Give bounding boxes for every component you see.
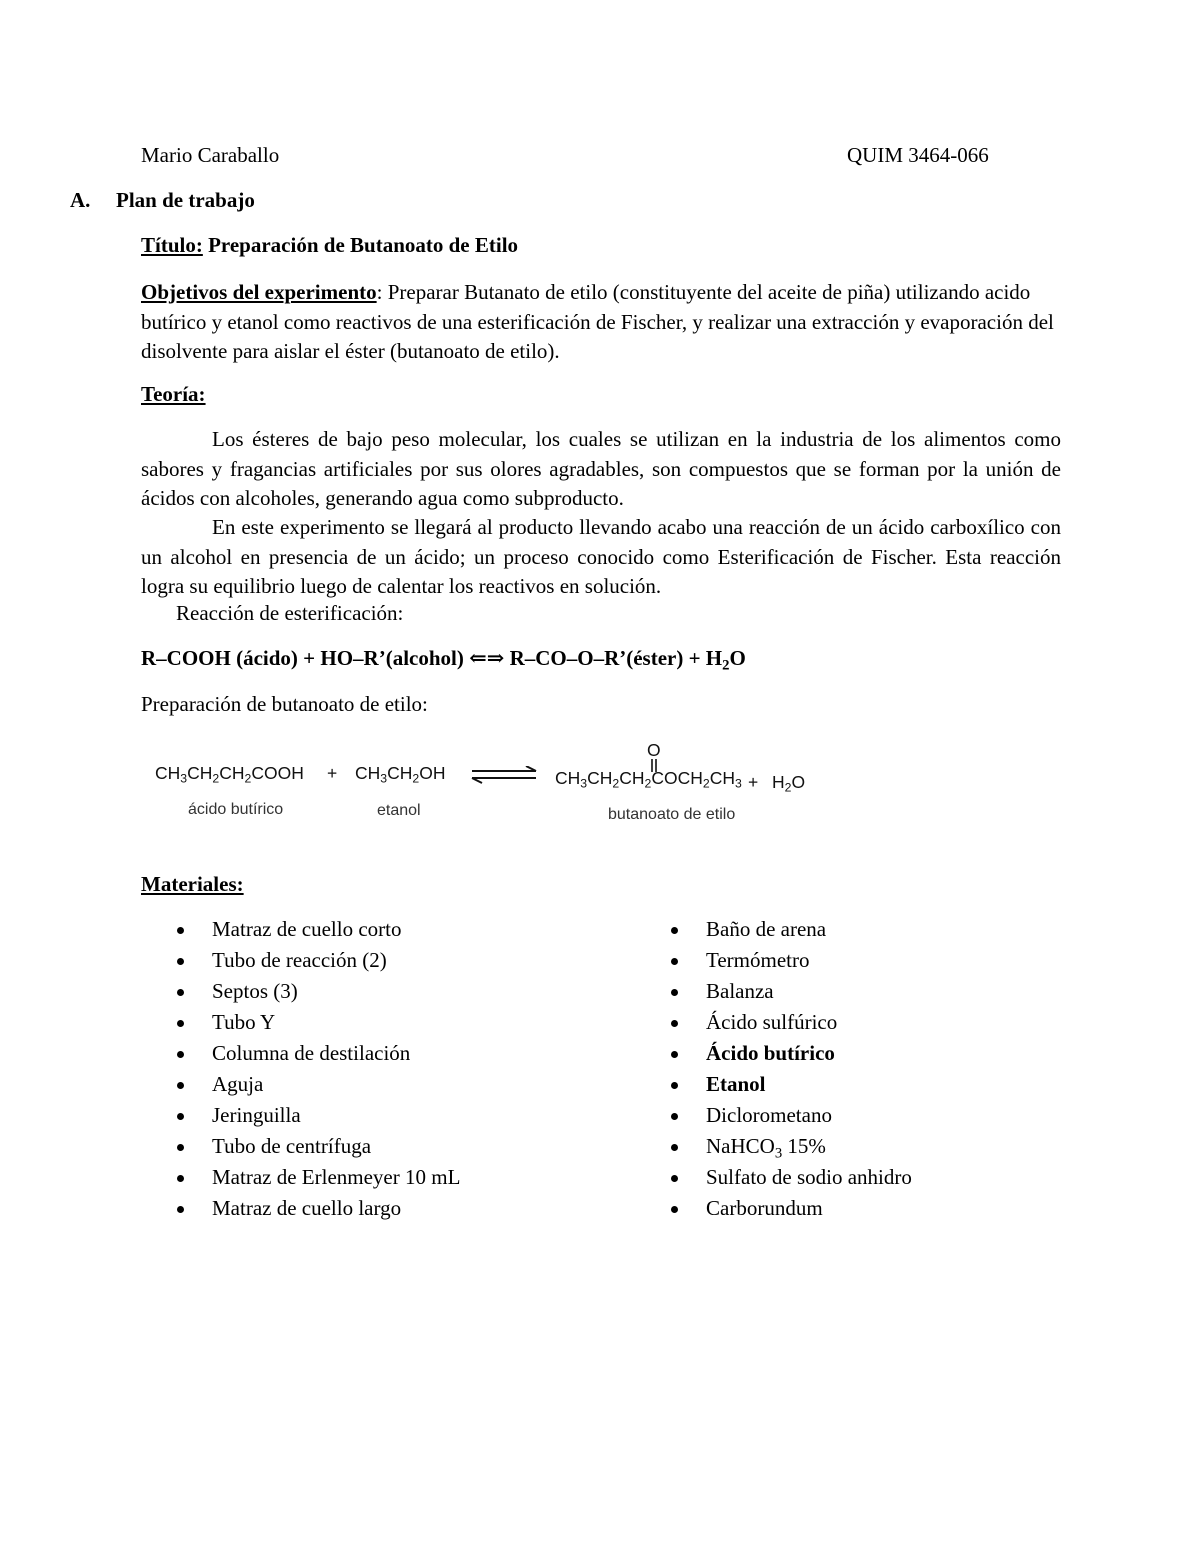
butyric-acid-formula: $CH_3CH_2CH_2COOH$ xyxy=(155,763,304,786)
section-letter: A. xyxy=(70,188,91,212)
list-item: Ácido sulfúrico xyxy=(671,1007,912,1038)
list-item: Carborundum xyxy=(671,1193,912,1224)
list-item: Columna de destilación xyxy=(177,1038,460,1069)
water-subscript: 2 xyxy=(722,657,730,674)
list-item: Matraz de cuello corto xyxy=(177,914,460,945)
list-item: Diclorometano xyxy=(671,1100,912,1131)
list-item: Septos (3) xyxy=(177,976,460,1007)
materials-list-left xyxy=(177,914,460,1224)
list-item: Jeringuilla xyxy=(177,1100,460,1131)
objectives-colon: : xyxy=(376,280,383,304)
materials-list-right xyxy=(671,914,912,1224)
ethanol-formula: $CH_3CH_2OH$ xyxy=(355,763,446,786)
list-item: Baño de arena xyxy=(671,914,912,945)
list-item: Matraz de cuello largo xyxy=(177,1193,460,1224)
carbonyl-oxygen: O xyxy=(647,740,661,760)
objectives-paragraph xyxy=(141,278,1061,367)
list-item: Matraz de Erlenmeyer 10 mL xyxy=(177,1162,460,1193)
label-ethyl-butanoate: butanoato de etilo xyxy=(608,806,736,823)
list-item: Tubo Y xyxy=(177,1007,460,1038)
reaction-right-end: O xyxy=(729,646,746,670)
equilibrium-arrow-icon: ⇐⇒ xyxy=(469,646,505,670)
title-line xyxy=(141,233,518,258)
list-item: Tubo de centrífuga xyxy=(177,1131,460,1162)
theory-label: Teoría: xyxy=(141,382,206,406)
water-formula: $H_2O$ xyxy=(772,772,806,795)
label-ethanol: etanol xyxy=(377,802,421,819)
ester-formula: $CH_3CH_2CH_2COCH_2CH_3$ xyxy=(555,768,742,791)
reaction-label: Reacción de esterificación: xyxy=(176,601,404,625)
list-item: Sulfato de sodio anhidro xyxy=(671,1162,912,1193)
general-reaction xyxy=(141,646,746,674)
list-item: Termómetro xyxy=(671,945,912,976)
list-item: Ácido butírico xyxy=(671,1038,912,1069)
section-title: Plan de trabajo xyxy=(116,188,255,212)
course-code: QUIM 3464-066 xyxy=(847,143,989,167)
theory-paragraph-1: Los ésteres de bajo peso molecular, los cuales se utilizan en la industria de los alimentos como sabores y fragancias artificiales por sus olores agradables, son compuestos que se forman por la unión de ácidos con alcoholes, generando agua como subproducto. xyxy=(141,427,1061,510)
plus-sign-2: + xyxy=(748,772,759,792)
objectives-text: Preparar Butanato de etilo (constituyente del aceite de piña) utilizando acido butírico y etanol como reactivos de una esterificación de Fischer, y realizar una extracción y evaporación del disolvente para aislar el éster (butanoato de etilo). xyxy=(141,280,1054,363)
reaction-right: R–CO–O–R’(éster) + H xyxy=(504,646,723,670)
list-item: Aguja xyxy=(177,1069,460,1100)
author-name: Mario Caraballo xyxy=(141,143,280,167)
list-item: Tubo de reacción (2) xyxy=(177,945,460,976)
title-text: Preparación de Butanoato de Etilo xyxy=(208,233,519,257)
materials-label: Materiales: xyxy=(141,872,244,896)
list-item: Etanol xyxy=(671,1069,912,1100)
reaction-left: R–COOH (ácido) + HO–R’(alcohol) xyxy=(141,646,470,670)
equilibrium-arrows-icon xyxy=(470,766,540,784)
label-butyric-acid: ácido butírico xyxy=(188,801,284,818)
preparation-label: Preparación de butanoato de etilo: xyxy=(141,692,428,716)
list-item: Balanza xyxy=(671,976,912,1007)
title-label: Título: xyxy=(141,233,203,257)
list-item-nahco3: NaHCO$_3$ 15% xyxy=(671,1131,912,1162)
plus-sign-1: + xyxy=(327,763,338,783)
theory-paragraph-2: En este experimento se llegará al producto llevando acabo una reacción de un ácido carboxílico con un alcohol en presencia de un ácido; un proceso conocido como Esterificación de Fischer. Esta reacción logra su equilibrio luego de calentar los reactivos en solución. xyxy=(141,515,1061,598)
objectives-label: Objetivos del experimento xyxy=(141,280,377,304)
